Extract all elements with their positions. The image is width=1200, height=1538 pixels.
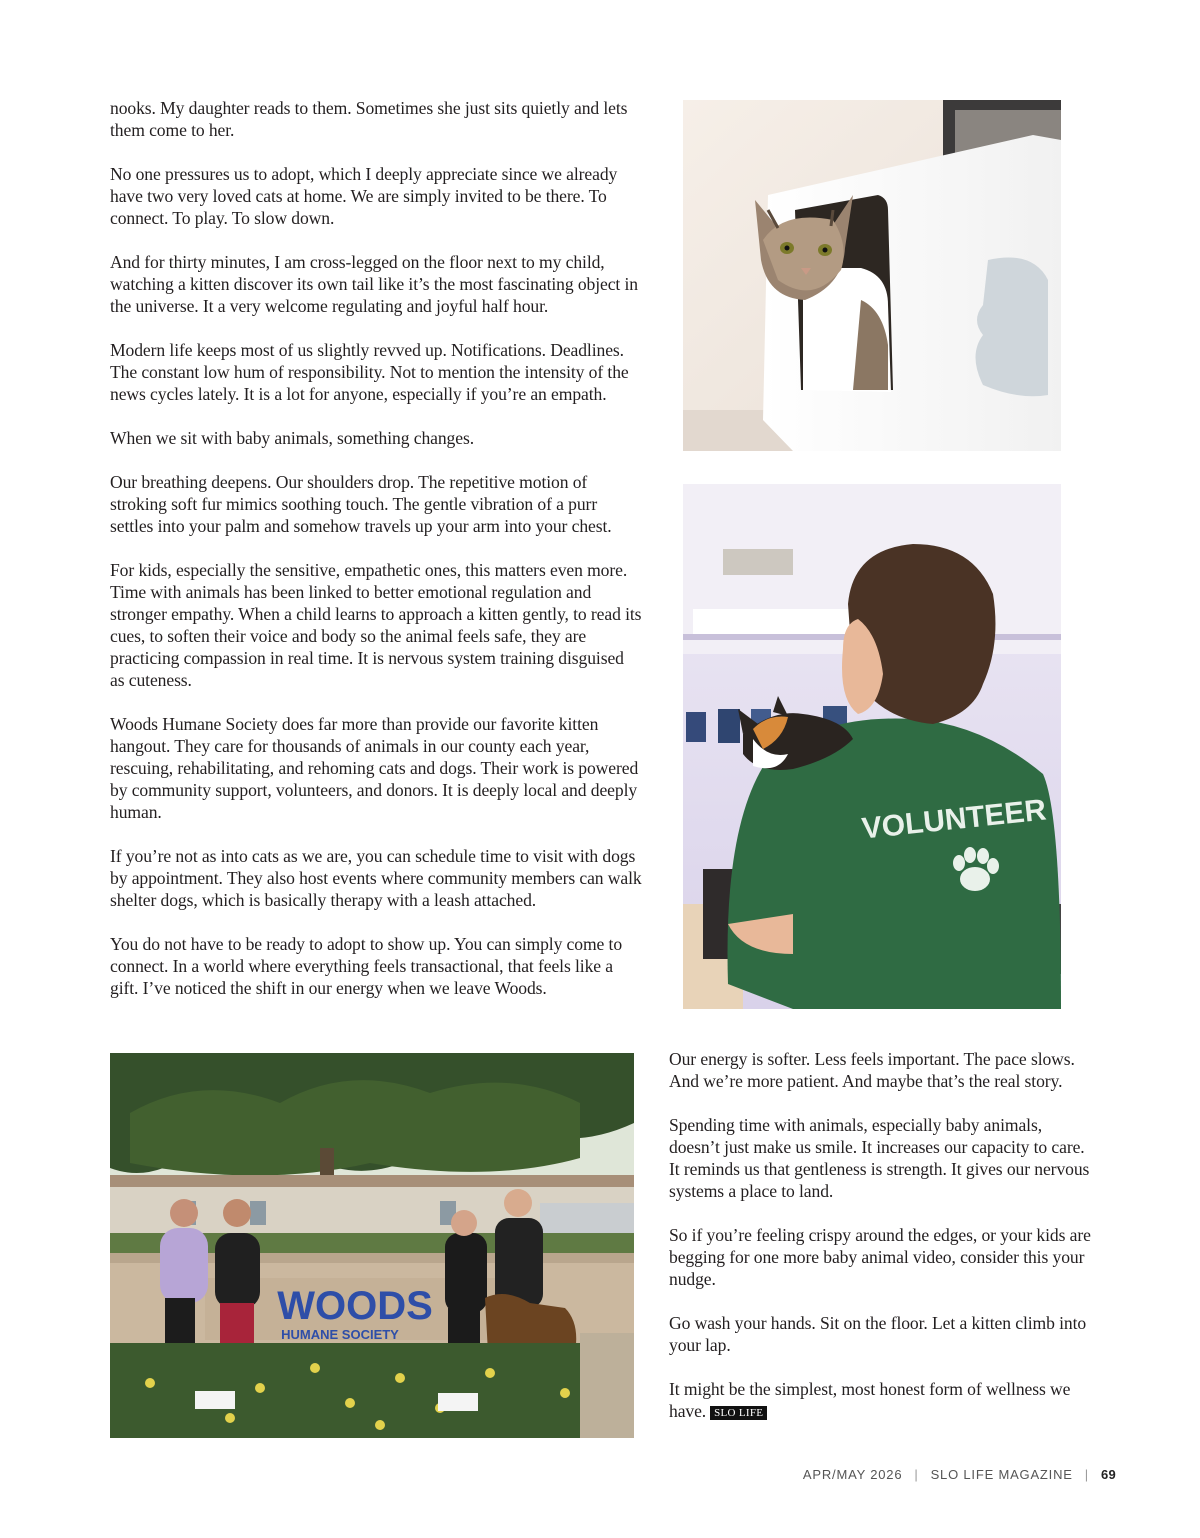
sign-humane-society-text: HUMANE SOCIETY xyxy=(281,1327,399,1342)
paragraph: Spending time with animals, especially baby animals, doesn’t just make us smile. It increases our capacity to care. It reminds us that gentleness is strength. It gives our nervous systems a place to land. xyxy=(669,1115,1090,1201)
paragraph: You do not have to be ready to adopt to show up. You can simply come to connect. In a world where everything feels transactional, that feels like a gift. I’ve noticed the shift in our energy when we leave Woods. xyxy=(110,934,623,998)
paragraph: Modern life keeps most of us slightly revved up. Notifications. Deadlines. The constant low hum of responsibility. Not to mention the intensity of the news cycles lately. It is a lot for anyone, especially if you’re an empath. xyxy=(110,340,629,404)
paragraph: Go wash your hands. Sit on the floor. Let a kitten climb into your lap. xyxy=(669,1313,1087,1355)
footer-separator: | xyxy=(1084,1467,1089,1482)
cat-in-cube-photo xyxy=(683,100,1061,451)
page-footer xyxy=(803,1467,1116,1482)
page-number: 69 xyxy=(1100,1467,1116,1482)
closing-paragraph xyxy=(669,1378,1094,1422)
footer-separator: | xyxy=(914,1467,919,1482)
volunteer-shirt-text: VOLUNTEER xyxy=(860,793,1048,846)
footer-magazine-name: SLO LIFE MAGAZINE xyxy=(930,1467,1073,1482)
paragraph: No one pressures us to adopt, which I deeply appreciate since we already have two very loved cats at home. We are simply invited to be there. To connect. To play. To slow down. xyxy=(110,164,618,228)
paragraph: When we sit with baby animals, something changes. xyxy=(110,428,475,448)
woods-humane-society-group-photo xyxy=(110,1053,634,1438)
volunteer-holding-cat-photo xyxy=(683,484,1061,1009)
paragraph: Our breathing deepens. Our shoulders drop. The repetitive motion of stroking soft fur mimics soothing touch. The gentle vibration of a purr settles into your palm and somehow travels up your arm into your chest. xyxy=(110,472,612,536)
paragraph: Our energy is softer. Less feels important. The pace slows. And we’re more patient. And maybe that’s the real story. xyxy=(669,1049,1075,1091)
paragraph: So if you’re feeling crispy around the edges, or your kids are begging for one more baby animal video, consider this your nudge. xyxy=(669,1225,1091,1289)
paragraph: If you’re not as into cats as we are, you can schedule time to visit with dogs by appointment. They also host events where community members can walk shelter dogs, which is basically therapy with a leash attached. xyxy=(110,846,642,910)
paragraph: And for thirty minutes, I am cross-legged on the floor next to my child, watching a kitten discover its own tail like it’s the most fascinating object in the universe. It a very welcome regulating and joyful half hour. xyxy=(110,252,639,316)
sign-woods-text: WOODS xyxy=(277,1284,433,1328)
article-left-column xyxy=(110,97,642,999)
paragraph: nooks. My daughter reads to them. Sometimes she just sits quietly and lets them come to her. xyxy=(110,98,628,140)
article-right-column xyxy=(669,1048,1094,1422)
paragraph: For kids, especially the sensitive, empathetic ones, this matters even more. Time with animals has been linked to better emotional regulation and stronger empathy. When a child learns to approach a kitten gently, to read its cues, to soften their voice and body so the animal feels safe, they are practicing compassion in real time. It is nervous system training disguised as cuteness. xyxy=(110,560,642,690)
footer-issue: APR/MAY 2026 xyxy=(802,1467,903,1482)
slo-life-end-mark: SLO LIFE xyxy=(710,1406,767,1420)
paragraph: Woods Humane Society does far more than provide our favorite kitten hangout. They care for thousands of animals in our county each year, rescuing, rehabilitating, and rehoming cats and dogs. Their work is powered by community support, volunteers, and donors. It is deeply local and deeply human. xyxy=(110,714,639,822)
closing-text: It might be the simplest, most honest form of wellness we have. xyxy=(669,1379,1071,1421)
